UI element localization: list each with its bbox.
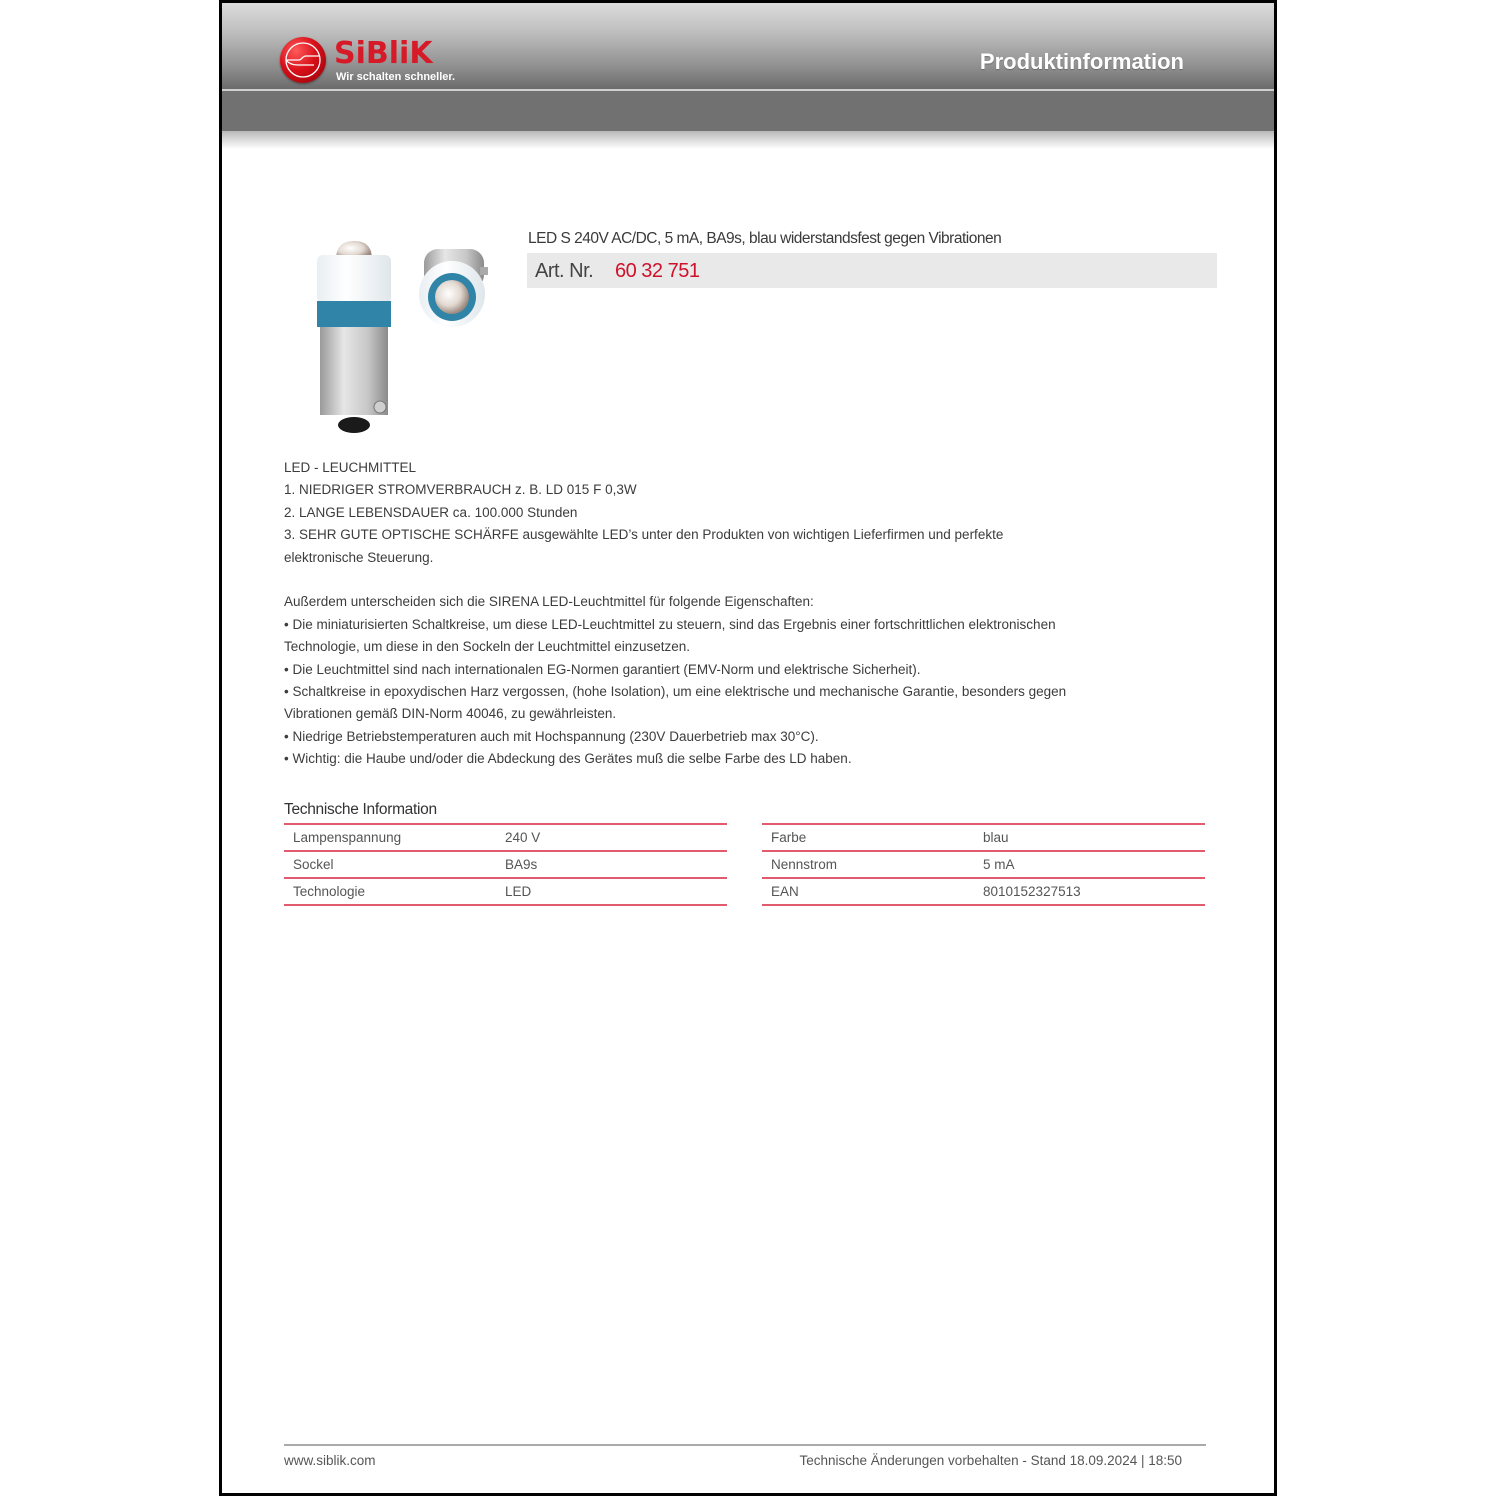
product-title: LED S 240V AC/DC, 5 mA, BA9s, blau widerstandsfest gegen Vibrationen bbox=[528, 230, 1002, 247]
brand-tagline: Wir schalten schneller. bbox=[336, 71, 456, 83]
tech-label: EAN bbox=[771, 884, 799, 899]
paragraph-gap bbox=[284, 569, 1104, 591]
tech-row bbox=[284, 850, 727, 877]
page-title: Produktinformation bbox=[979, 49, 1184, 74]
tech-label: Farbe bbox=[771, 830, 807, 845]
tech-label: Lampenspannung bbox=[293, 830, 402, 845]
desc-line: • Wichtig: die Haube und/oder die Abdeckung des Gerätes muß die selbe Farbe des LD haben. bbox=[284, 751, 852, 767]
tech-row bbox=[284, 877, 727, 906]
desc-line: • Die Leuchtmittel sind nach internationalen EG-Normen garantiert (EMV-Norm und elektrische Sicherheit). bbox=[284, 661, 921, 677]
tech-table-left bbox=[284, 823, 727, 906]
footer-website-link[interactable]: www.siblik.com bbox=[284, 1453, 376, 1468]
logo-mark-icon bbox=[280, 37, 326, 83]
tech-label: Technologie bbox=[293, 884, 366, 899]
desc-line: elektronische Steuerung. bbox=[284, 549, 434, 565]
tech-label: Nennstrom bbox=[771, 857, 838, 872]
tech-row bbox=[284, 823, 727, 850]
article-number-box bbox=[527, 253, 1217, 288]
desc-line: • Die miniaturisierten Schaltkreise, um diese LED-Leuchtmittel zu steuern, sind das Ergebnis einer fortschrittlichen elektronischen bbox=[284, 616, 1056, 632]
desc-line: • Schaltkreise in epoxydischen Harz vergossen, (hohe Isolation), um eine elektrische und mechanische Garantie, besonders gegen bbox=[284, 684, 1067, 700]
desc-line: 3. SEHR GUTE OPTISCHE SCHÄRFE ausgewählte LED’s unter den Produkten von wichtigen Lieferfirmen und perfekte bbox=[284, 527, 1004, 543]
datasheet-page bbox=[219, 0, 1277, 1496]
desc-line: • Niedrige Betriebstemperaturen auch mit Hochspannung (230V Dauerbetrieb max 30°C). bbox=[284, 728, 819, 744]
desc-line: Technologie, um diese in den Sockeln der Leuchtmittel einzusetzen. bbox=[284, 639, 690, 655]
desc-line: Vibrationen gemäß DIN-Norm 40046, zu gewährleisten. bbox=[284, 706, 617, 722]
desc-line: LED - LEUCHMITTEL bbox=[284, 460, 417, 475]
tech-table-right bbox=[762, 823, 1205, 906]
tech-info-heading: Technische Information bbox=[284, 801, 437, 818]
article-number-value: 60 32 751 bbox=[615, 260, 700, 282]
desc-line: Außerdem unterscheiden sich die SIRENA LED-Leuchtmittel für folgende Eigenschaften: bbox=[284, 594, 814, 610]
header-shadow bbox=[222, 131, 1274, 149]
desc-line: 1. NIEDRIGER STROMVERBRAUCH z. B. LD 015 F 0,3W bbox=[284, 482, 637, 498]
tech-row bbox=[762, 850, 1205, 877]
product-description bbox=[284, 457, 1104, 771]
header-band bbox=[222, 91, 1274, 131]
tech-value: 240 V bbox=[505, 830, 541, 845]
tech-row bbox=[762, 823, 1205, 850]
tech-value: BA9s bbox=[505, 857, 538, 872]
footer-notice: Technische Änderungen vorbehalten - Stand 18.09.2024 | 18:50 bbox=[799, 1453, 1182, 1468]
tech-value: 8010152327513 bbox=[983, 884, 1081, 899]
tech-value: blau bbox=[983, 830, 1009, 845]
product-image bbox=[284, 229, 498, 439]
article-number-label: Art. Nr. bbox=[535, 260, 594, 282]
tech-row bbox=[762, 877, 1205, 906]
brand-wordmark: SiBliK bbox=[334, 36, 433, 71]
siblik-logo bbox=[280, 37, 480, 87]
footer-divider bbox=[284, 1444, 1206, 1446]
tech-label: Sockel bbox=[293, 857, 334, 872]
tech-value: LED bbox=[505, 884, 532, 899]
tech-value: 5 mA bbox=[983, 857, 1015, 872]
desc-line: 2. LANGE LEBENSDAUER ca. 100.000 Stunden bbox=[284, 504, 578, 520]
